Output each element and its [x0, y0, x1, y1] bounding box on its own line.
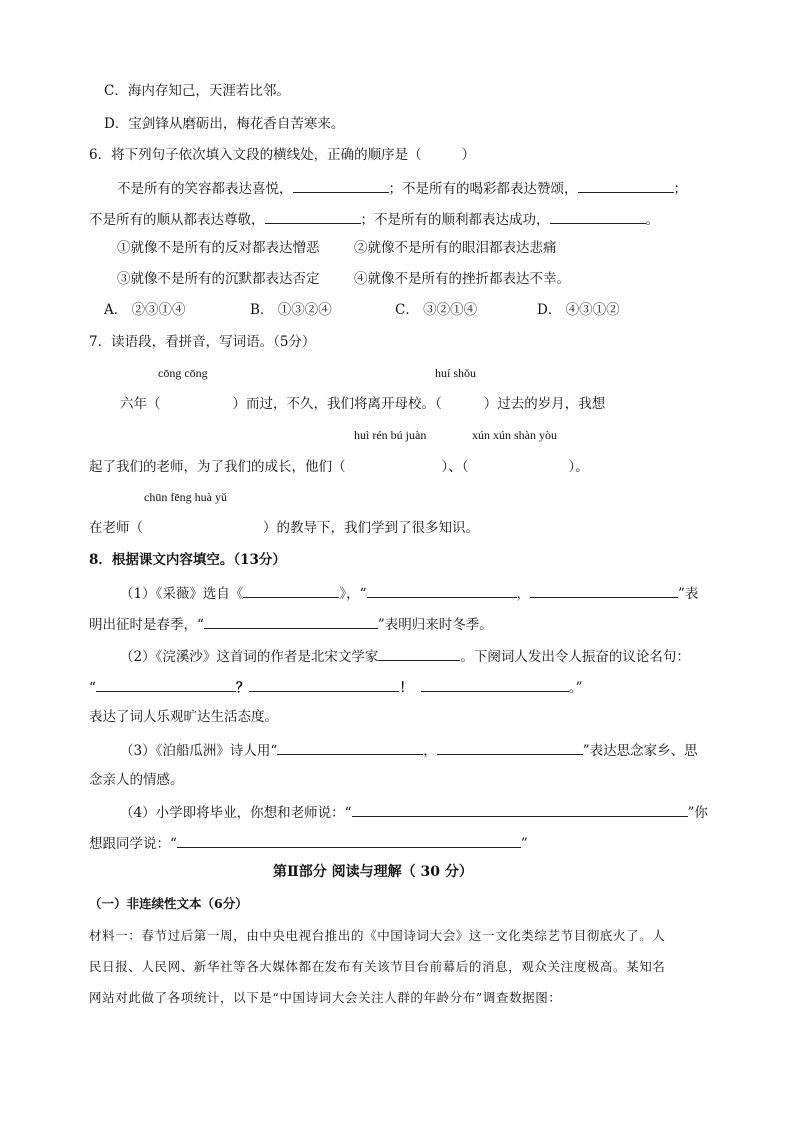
text: ，	[423, 743, 437, 759]
q5-option-d: D．宝剑锋从磨砺出，梅花香自苦寒来。	[104, 116, 345, 132]
text: ）而过，不久，我们将离开母校。（	[232, 396, 442, 412]
text: ；不是所有的顺利都表达成功，	[360, 212, 550, 228]
text: ）的教导下，我们学到了很多知识。	[263, 520, 479, 536]
text: ；	[673, 181, 687, 197]
q6-stem	[89, 146, 475, 164]
text: ”	[520, 836, 528, 852]
q8-item-4-line-1	[120, 802, 708, 822]
pinyin-hui-shou: huí shǒu	[435, 366, 477, 380]
q8-item-1-line-1	[120, 583, 698, 603]
material-1-line-1: 材料一：春节过后第一周，由中央电视台推出的《中国诗词大会》这一文化类综艺节目彻底火了。人	[89, 928, 666, 943]
material-1-line-2: 民日报、人民网、新华社等各大媒体都在发布有关该节目台前幕后的消息，观众关注度极高。某知名	[89, 959, 666, 974]
text: 不是所有的笑容都表达喜悦，	[117, 181, 293, 197]
q6-passage-line-1	[117, 178, 687, 198]
text: 在老师（	[89, 520, 143, 536]
q6-sentence-4: ④就像不是所有的挫折都表达不幸。	[354, 271, 570, 287]
text: 六年（	[120, 396, 161, 412]
q6-choice-c[interactable]: C． ③②①④	[395, 302, 478, 318]
material-1-line-3: 网站对此做了各项统计，以下是“中国诗词大会关注人群的年龄分布”调查数据图：	[89, 990, 562, 1005]
text: ；不是所有的喝彩都表达赞颂，	[388, 181, 578, 197]
q6-choice-d[interactable]: D． ④③①②	[537, 302, 620, 318]
text: ）过去的岁月，我想	[483, 396, 606, 412]
q6-choice-b[interactable]: B． ①③②④	[250, 302, 332, 318]
text: ！	[399, 680, 413, 696]
text: 》，“	[339, 586, 367, 602]
q8-item-2-line-3: 表达了词人乐观旷达生活态度。	[89, 709, 278, 725]
fill-blank[interactable]	[352, 802, 688, 817]
q8-item-2-line-2	[89, 677, 583, 697]
q6-stem-close: ）	[461, 147, 476, 163]
text: “	[89, 680, 96, 696]
fill-blank[interactable]	[530, 583, 678, 598]
text: ）、（	[441, 459, 469, 475]
pinyin-cong-cong: cōng cōng	[158, 366, 208, 380]
fill-blank[interactable]	[378, 646, 460, 661]
text: 不是所有的顺从都表达尊敬，	[89, 212, 265, 228]
fill-blank[interactable]	[437, 740, 583, 755]
q8-title: 8．根据课文内容填空。（13分）	[89, 552, 286, 568]
text: 。	[645, 212, 659, 228]
q7-line-1	[120, 395, 605, 413]
text: （2）《浣溪沙》这首词的作者是北宋文学家	[120, 649, 379, 665]
pinyin-hui-ren-bu-juan: huì rén bú juàn	[354, 428, 427, 442]
text: （3）《泊船瓜洲》诗人用“	[120, 743, 278, 759]
q6-sentence-3: ③就像不是所有的沉默都表达否定	[117, 271, 320, 287]
text: ）。	[568, 459, 589, 475]
text: ”你	[687, 805, 708, 821]
q6-sentence-1: ①就像不是所有的反对都表达憎恶	[117, 240, 320, 256]
text: ？	[235, 680, 250, 696]
fill-blank[interactable]	[277, 740, 423, 755]
fill-blank[interactable]	[578, 178, 674, 193]
fill-blank[interactable]	[204, 614, 378, 629]
q8-item-3-line-1	[120, 740, 698, 760]
text: ”表明归来时冬季。	[377, 617, 493, 633]
part-2-heading: 第Ⅱ部分 阅读与理解（ 30 分）	[273, 864, 473, 880]
q6-stem-text: 6．将下列句子依次填入文段的横线处，正确的顺序是（	[89, 147, 422, 163]
q8-item-3-line-2: 念亲人的情感。	[89, 772, 184, 788]
fill-blank[interactable]	[177, 833, 521, 848]
pinyin-chun-feng-hua-yu: chūn fēng huà yǔ	[144, 490, 227, 504]
text: 起了我们的老师，为了我们的成长，他们（	[89, 459, 346, 475]
text: 明出征时是春季，“	[89, 617, 204, 633]
q8-item-2-line-1	[120, 646, 690, 666]
q6-passage-line-2	[89, 209, 659, 229]
fill-blank[interactable]	[293, 178, 389, 193]
pinyin-xun-xun-shan-you: xún xún shàn yòu	[472, 428, 557, 442]
q7-title: 7．读语段，看拼音，写词语。（5分）	[89, 334, 316, 350]
text: 。”	[568, 680, 583, 696]
fill-blank[interactable]	[243, 583, 339, 598]
fill-blank[interactable]	[550, 209, 646, 224]
fill-blank[interactable]	[96, 677, 236, 692]
q7-line-2	[89, 458, 589, 476]
q7-line-3	[89, 519, 479, 537]
fill-blank[interactable]	[265, 209, 361, 224]
text: ”表达思念家乡、思	[582, 743, 698, 759]
q5-option-c: C．海内存知己，天涯若比邻。	[104, 83, 290, 99]
section-1-heading: （一）非连续性文本（6分）	[89, 896, 248, 911]
q6-sentence-2: ②就像不是所有的眼泪都表达悲痛	[354, 240, 557, 256]
q8-item-4-line-2	[89, 833, 528, 853]
text: （4）小学即将毕业，你想和老师说：“	[120, 805, 352, 821]
q8-item-1-line-2	[89, 614, 493, 634]
fill-blank[interactable]	[421, 677, 569, 692]
text: 。下阕词人发出令人振奋的议论名句：	[460, 649, 690, 665]
text: （1）《采薇》选自《	[120, 586, 244, 602]
q6-choice-a[interactable]: A． ②③①④	[104, 302, 186, 318]
text: ”表	[678, 586, 699, 602]
fill-blank[interactable]	[367, 583, 517, 598]
text: 想跟同学说：“	[89, 836, 177, 852]
text: ，	[516, 586, 530, 602]
fill-blank[interactable]	[249, 677, 399, 692]
